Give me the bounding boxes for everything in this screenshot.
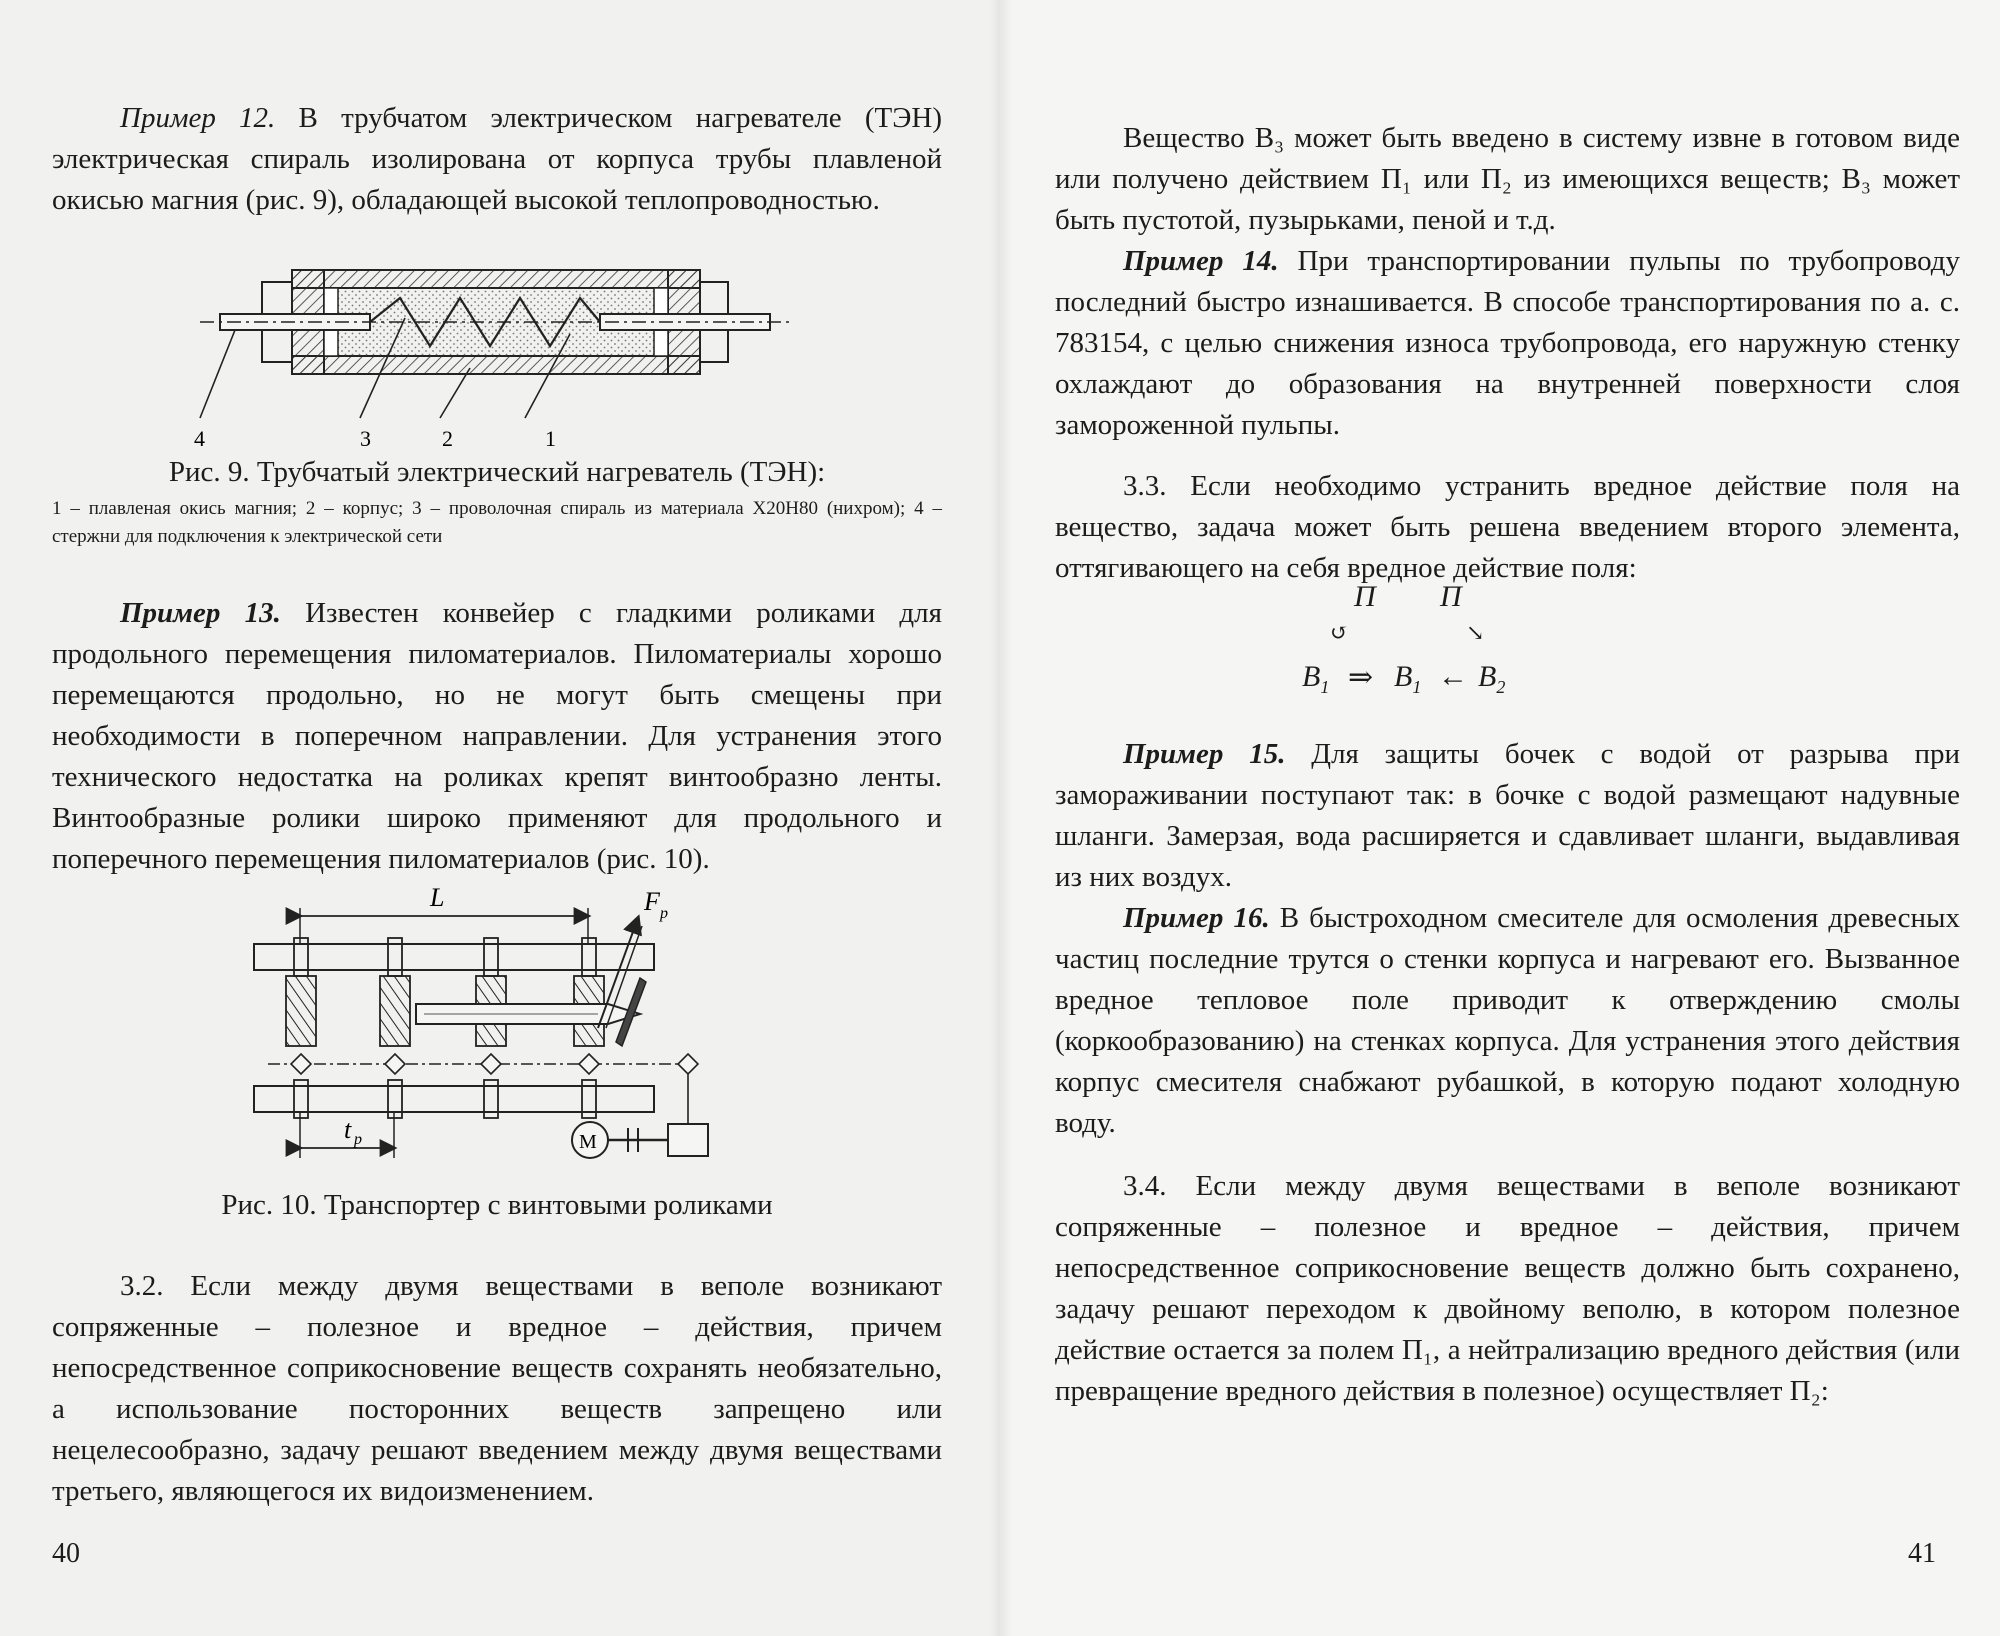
example-14-paragraph xyxy=(1055,241,1960,446)
formula-substance-2: $В_2$ xyxy=(1478,660,1506,697)
example-text: Для защиты бочек с водой от разрыва при замораживании поступают так: в бочке с водой размещают надувные шланги. Замерзая, вода расширяется и сдавливает шланги, выдавливая из них воздух. xyxy=(1055,738,1960,893)
figure-9-caption: Рис. 9. Трубчатый электрический нагреватель (ТЭН): xyxy=(168,456,826,488)
fig9-label-3: 3 xyxy=(360,426,371,451)
formula-arrow-1: ↺ xyxy=(1330,620,1349,645)
formula-left-arrow: ← xyxy=(1438,660,1468,693)
figure-9-caption-block xyxy=(52,453,942,551)
section-3-4-text: 3.4. Если между двумя веществами в веполе возникают сопряженные – полезное и вредное – действия, причем непосредственное соприкосновение веществ должно быть сохранено, задачу решают переходом к двойному веполю, в котором полезное действие остается за полем П₁, а нейтрализацию вредного действия (или превращение вредного действия в полезное) осуществляет П₂: xyxy=(1055,1170,1960,1407)
fig9-label-1: 1 xyxy=(545,426,556,451)
formula-field-1: П xyxy=(1354,580,1376,613)
formula-field-2: П xyxy=(1440,580,1462,613)
example-16-paragraph xyxy=(1055,898,1960,1144)
fig10-label-L: L xyxy=(430,883,445,912)
figure-9-legend: 1 – плавленая окись магния; 2 – корпус; 3 – проволочная спираль из материала Х20Н80 (нихром); 4 – стержни для подключения к электрической сети xyxy=(52,498,942,547)
example-label: Пример 16. xyxy=(1123,902,1270,934)
section-3-4-paragraph xyxy=(1055,1166,1960,1412)
figure-10-caption: Рис. 10. Транспортер с винтовыми роликами xyxy=(221,1189,773,1221)
fig10-label-t: t xyxy=(344,1115,352,1144)
formula-implies: ⇒ xyxy=(1348,661,1374,694)
example-13-paragraph xyxy=(52,593,942,880)
example-label: Пример 14. xyxy=(1123,245,1279,277)
example-label: Пример 13. xyxy=(120,597,281,629)
fig9-label-4: 4 xyxy=(194,426,205,451)
fig10-label-F: F xyxy=(644,887,660,916)
fig10-label-M: M xyxy=(579,1131,597,1153)
page-number-right: 41 xyxy=(1908,1538,1936,1569)
formula-arrow-2: ↘ xyxy=(1466,620,1485,645)
example-text: В быстроходном смесителе для осмоления древесных частиц последние трутся о стенки корпуса и нагревают его. Вызванное вредное тепловое поле приводит к отверждению смолы (коркообразованию) на стенках корпуса. Для устранения этого действия корпус смесителя снабжают рубашкой, в которую подают холодную воду. xyxy=(1055,902,1960,1139)
intro-text: Вещество В₃ может быть введено в систему извне в готовом виде или получено действием П₁ или П₂ из имеющихся веществ; В₃ может быть пустотой, пузырьками, пеной и т.д. xyxy=(1055,122,1960,236)
example-label: Пример 15. xyxy=(1123,738,1286,770)
example-15-paragraph xyxy=(1055,734,1960,898)
fig10-label-F-sub: p xyxy=(660,905,668,922)
example-text: В трубчатом электрическом нагревателе (ТЭН) электрическая спираль изолирована от корпуса трубы плавленой окисью магния (рис. 9), обладающей высокой теплопроводностью. xyxy=(52,102,942,216)
fig10-label-t-sub: p xyxy=(354,1131,362,1148)
formula-substance-1b: $В_1$ xyxy=(1394,660,1422,697)
figure-10-conveyor xyxy=(248,878,748,1178)
section-3-3-text: 3.3. Если необходимо устранить вредное действие поля на вещество, задача может быть решена введением второго элемента, оттягивающего на себя вредное действие поля: xyxy=(1055,470,1960,584)
intro-paragraph xyxy=(1055,118,1960,241)
example-text: Известен конвейер с гладкими роликами для продольного перемещения пиломатериалов. Пиломатериалы хорошо перемещаются продольно, но не могут быть смещены при необходимости в поперечном направлении. Для устранения этого технического недостатка на роликах крепят винтообразно ленты. Винтообразные ролики широко применяют для продольного и поперечного перемещения пиломатериалов (рис. 10). xyxy=(52,597,942,875)
section-3-2-paragraph xyxy=(52,1266,942,1512)
example-text: При транспортировании пульпы по трубопроводу последний быстро изнашивается. В способе транспортирования по а. с. 783154, с целью снижения износа трубопровода, его наружную стенку охлаждают до образования на внутренней поверхности слоя замороженной пульпы. xyxy=(1055,245,1960,441)
formula-substance-1: $В_1$ xyxy=(1302,660,1330,697)
section-3-2-text: 3.2. Если между двумя веществами в веполе возникают сопряженные – полезное и вредное – действия, причем непосредственное соприкосновение веществ сохранять необязательно, а использование посторонних веществ запрещено или нецелесообразно, задачу решают введением между двумя веществами третьего, являющегося их видоизменением. xyxy=(52,1270,942,1507)
figure-10-caption-block xyxy=(52,1186,942,1224)
example-label: Пример 12. xyxy=(120,102,276,134)
fig9-label-2: 2 xyxy=(442,426,453,451)
su-field-formula xyxy=(1290,580,1550,700)
example-12-paragraph xyxy=(52,98,942,221)
book-gutter xyxy=(990,0,1012,1636)
figure-9-heater xyxy=(194,258,820,451)
section-3-3-paragraph xyxy=(1055,466,1960,589)
page-number-left: 40 xyxy=(52,1538,80,1569)
